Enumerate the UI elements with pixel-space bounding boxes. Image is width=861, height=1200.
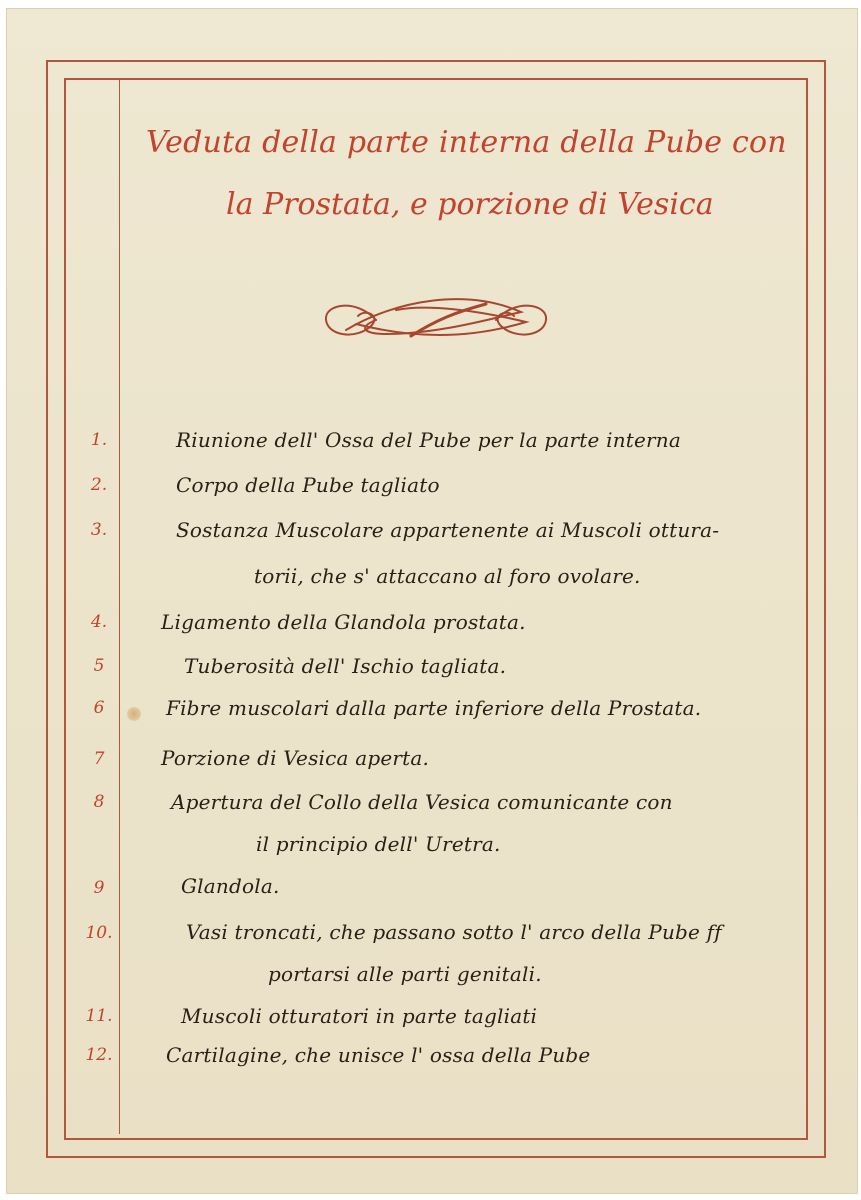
item-text-4: Ligamento della Glandola prostata. [161,610,526,634]
item-text-3-cont: torii, che s' attaccano al foro ovolare. [254,564,641,588]
item-text-7: Porzione di Vesica aperta. [161,746,430,770]
item-number-12: 12. [85,1045,113,1065]
item-number-7: 7 [93,749,105,769]
item-number-1: 1. [90,430,108,450]
item-number-3: 3. [90,520,108,540]
item-text-10: Vasi troncati, che passano sotto l' arco della Pube ff [186,920,722,944]
item-text-2: Corpo della Pube tagliato [176,473,440,497]
item-text-8: Apertura del Collo della Vesica comunicante con [171,790,673,814]
item-number-4: 4. [90,612,108,632]
ink-stain [127,707,141,721]
item-number-9: 9 [93,878,105,898]
item-number-5: 5 [93,656,105,676]
item-text-5: Tuberosità dell' Ischio tagliata. [184,654,507,678]
item-text-1: Riunione dell' Ossa del Pube per la parte interna [176,428,682,452]
manuscript-page [6,8,858,1194]
flourish-icon [316,290,556,350]
margin-rule [119,80,120,1134]
item-text-9: Glandola. [181,874,280,898]
item-number-6: 6 [93,698,105,718]
item-number-11: 11. [85,1006,113,1026]
item-number-8: 8 [93,792,105,812]
item-number-10: 10. [85,923,113,943]
item-text-8-cont: il principio dell' Uretra. [256,832,501,856]
title-line-2: la Prostata, e porzione di Vesica [226,187,714,222]
item-number-2: 2. [90,475,108,495]
item-text-10-cont: portarsi alle parti genitali. [268,962,542,986]
item-text-3: Sostanza Muscolare appartenente ai Muscoli ottura- [176,518,720,542]
item-text-11: Muscoli otturatori in parte tagliati [181,1004,538,1028]
title-line-1: Veduta della parte interna della Pube con [146,125,787,160]
item-text-6: Fibre muscolari dalla parte inferiore della Prostata. [166,696,702,720]
item-text-12: Cartilagine, che unisce l' ossa della Pube [166,1043,591,1067]
